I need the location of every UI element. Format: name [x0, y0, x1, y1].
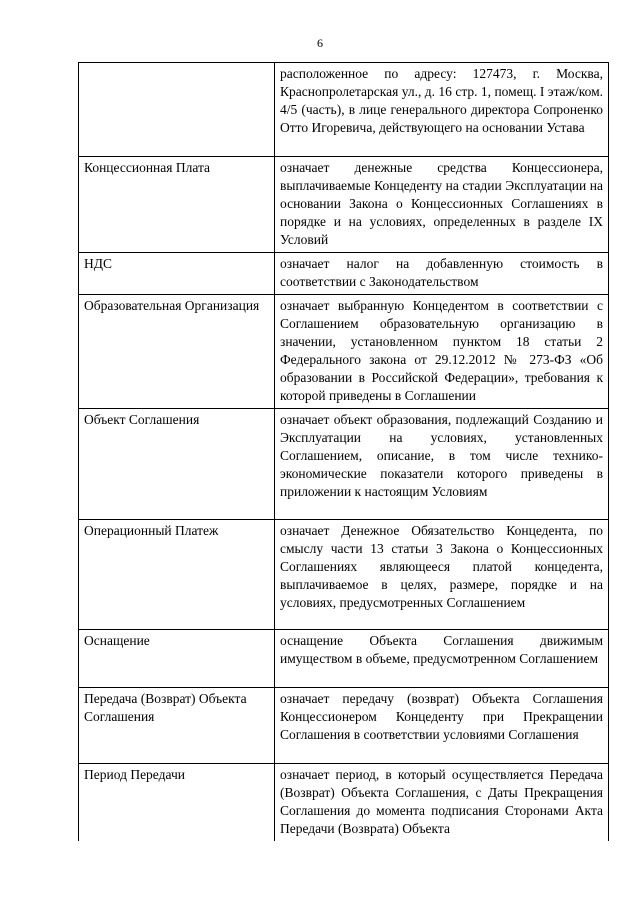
table-row — [79, 295, 609, 409]
table-row — [79, 157, 609, 253]
table-row — [79, 253, 609, 295]
definition-cell: оснащение Объекта Соглашения движимым имуществом в объеме, предусмотренном Соглашением — [275, 630, 609, 688]
table-row — [79, 688, 609, 764]
definition-cell: означает выбранную Концедентом в соответствии с Соглашением образовательную организацию в значении, установленном пунктом 18 статьи 2 Федерального закона от 29.12.2012 № 273-ФЗ «Об образовании в Российской Федерации», требования к которой приведены в Соглашении — [275, 295, 609, 409]
term-cell: Передача (Возврат) Объекта Соглашения — [79, 688, 275, 764]
definition-cell: означает денежные средства Концессионера, выплачиваемые Концеденту на стадии Эксплуатации на основании Закона о Концессионных Соглашениях в порядке и на условиях, определенных в разделе IX Условий — [275, 157, 609, 253]
term-cell: Объект Соглашения — [79, 409, 275, 520]
page-number: 6 — [317, 36, 323, 50]
term-cell — [79, 63, 275, 157]
definition-cell: означает Денежное Обязательство Концедента, по смыслу части 13 статьи 3 Закона о Концессионных Соглашениях являющееся платой концедента, выплачиваемое в целях, размере, порядке и на условиях, предусмотренных Соглашением — [275, 520, 609, 630]
table-row — [79, 630, 609, 688]
definition-cell: означает объект образования, подлежащий Созданию и Эксплуатации на условиях, установленных Соглашением, описание, в том числе технико-экономические показатели которого приведены в приложении к настоящим Условиям — [275, 409, 609, 520]
definition-cell: расположенное по адресу: 127473, г. Москва, Краснопролетарская ул., д. 16 стр. 1, помещ. I этаж/ком. 4/5 (часть), в лице генерального директора Сопроненко Отто Игоревича, действующего на основании Устава — [275, 63, 609, 157]
table-row — [79, 409, 609, 520]
term-cell: Оснащение — [79, 630, 275, 688]
definition-cell: означает передачу (возврат) Объекта Соглашения Концессионером Концеденту при Прекращении Соглашения в соответствии условиями Соглашения — [275, 688, 609, 764]
term-cell: Период Передачи — [79, 764, 275, 842]
term-cell: Образовательная Организация — [79, 295, 275, 409]
table-row — [79, 63, 609, 157]
term-cell: Операционный Платеж — [79, 520, 275, 630]
definitions-table — [78, 62, 609, 841]
term-cell: Концессионная Плата — [79, 157, 275, 253]
definition-cell: означает период, в который осуществляется Передача (Возврат) Объекта Соглашения, с Даты Прекращения Соглашения до момента подписания Сторонами Акта Передачи (Возврата) Объекта — [275, 764, 609, 842]
definition-cell: означает налог на добавленную стоимость в соответствии с Законодательством — [275, 253, 609, 295]
table-row — [79, 764, 609, 842]
term-cell: НДС — [79, 253, 275, 295]
table-row — [79, 520, 609, 630]
